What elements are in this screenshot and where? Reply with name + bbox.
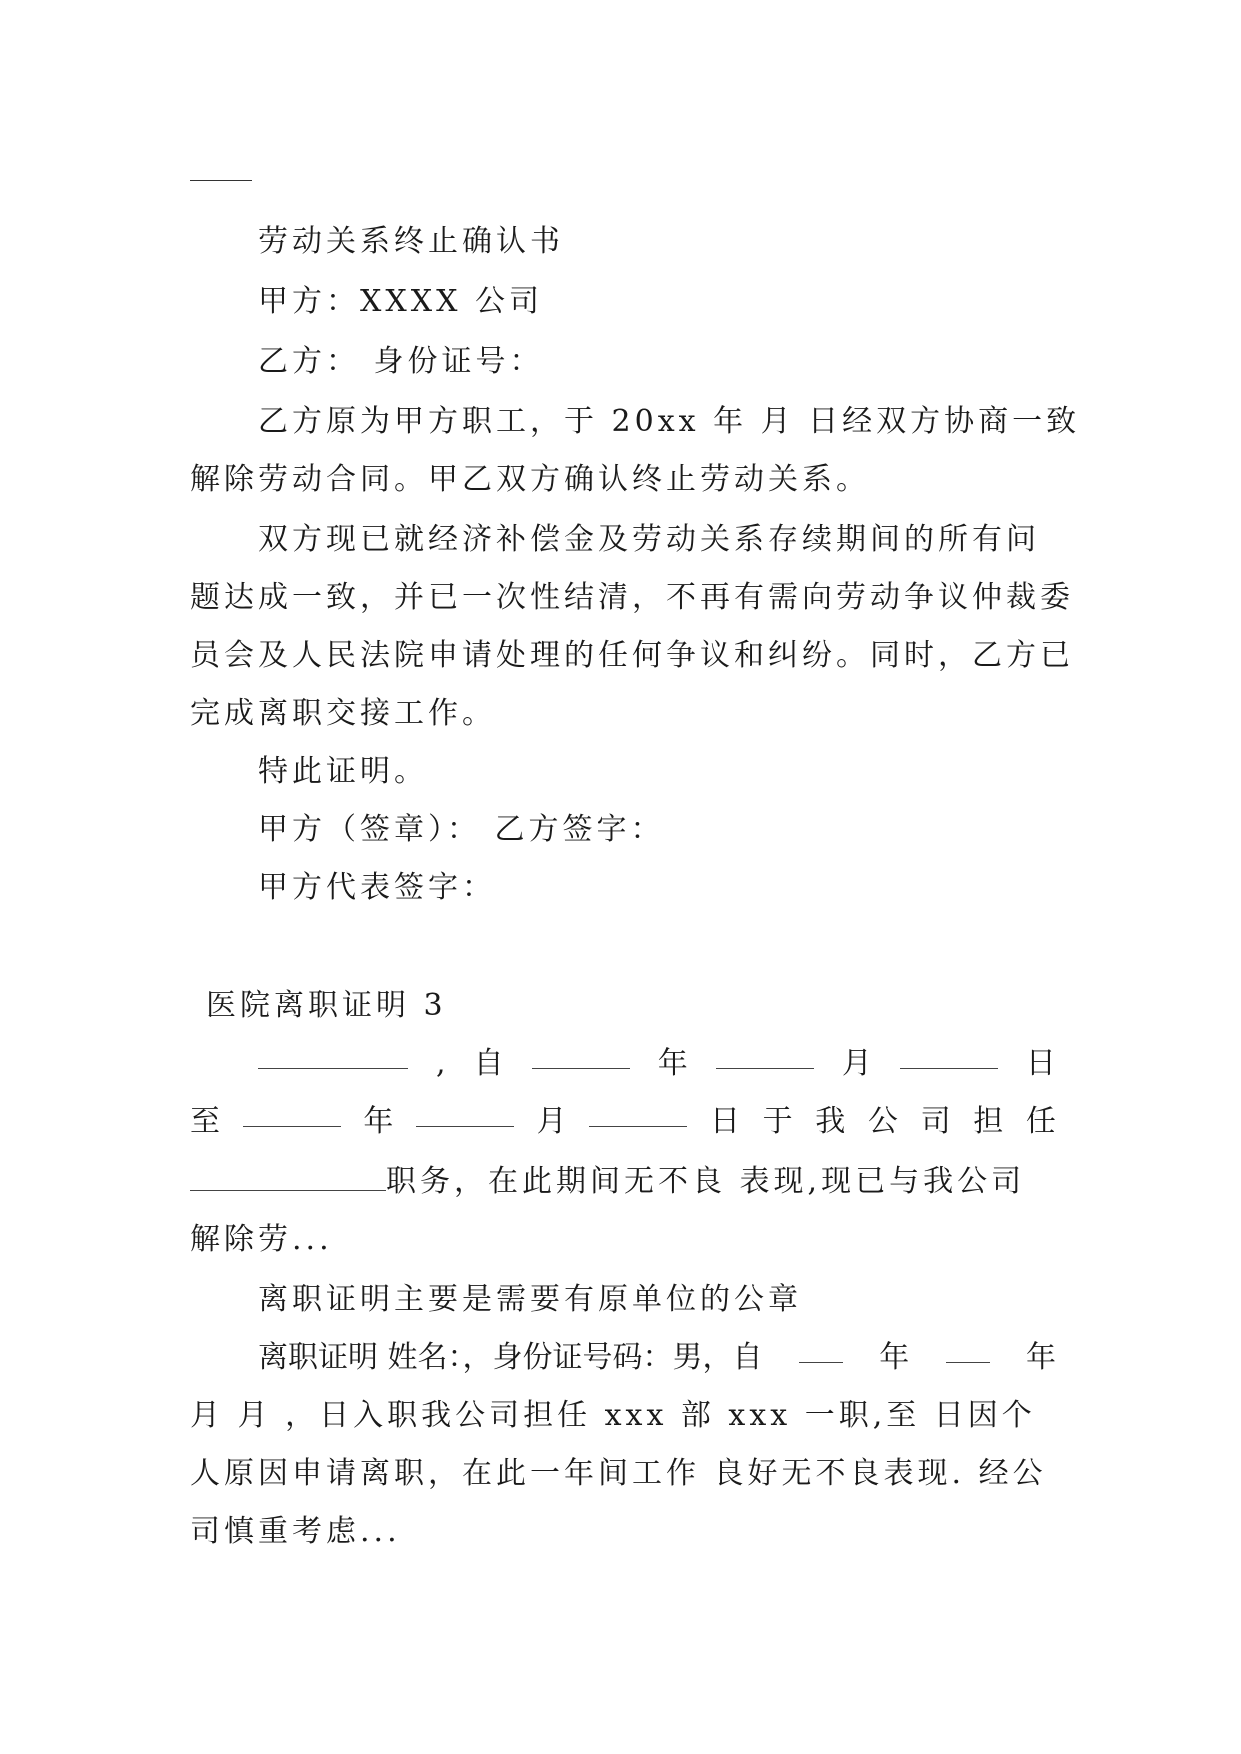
party-b: 乙方： 身份证号： bbox=[258, 344, 544, 379]
blank-year-end bbox=[243, 1102, 341, 1127]
row2-token: 于 bbox=[762, 1104, 793, 1139]
blank-cert-year2 bbox=[946, 1338, 990, 1363]
blank-cert-year bbox=[799, 1338, 843, 1363]
para2-line1: 双方现已就经济补偿金及劳动关系存续期间的所有问 bbox=[258, 522, 1040, 557]
form-row3 bbox=[190, 1162, 1056, 1202]
para2-line2: 题达成一致，并已一次性结清，不再有需向劳动争议仲裁委 bbox=[190, 580, 1074, 615]
row2-token: 任 bbox=[1025, 1104, 1056, 1139]
row3-text: 职务，在此期间无不良 表现,现已与我公司 bbox=[386, 1164, 1026, 1199]
form-row2 bbox=[190, 1102, 1056, 1142]
section1-title: 劳动关系终止确认书 bbox=[258, 224, 564, 259]
row2-token: 我 bbox=[815, 1104, 846, 1139]
blank-position bbox=[190, 1166, 386, 1191]
sign-line: 甲方（签章）： 乙方签字： bbox=[258, 812, 665, 847]
row1-token: , bbox=[436, 1046, 446, 1081]
cert-line1-token: 年 bbox=[1025, 1340, 1056, 1375]
cert-line1 bbox=[258, 1338, 1056, 1378]
row2-token: 司 bbox=[920, 1104, 951, 1139]
row2-token: 担 bbox=[973, 1104, 1004, 1139]
cert-line3: 人原因申请离职，在此一年间工作 良好无不良表现. 经公 bbox=[190, 1456, 1047, 1491]
blank-month-end bbox=[416, 1102, 514, 1127]
row1-token: 日 bbox=[1025, 1046, 1056, 1081]
row2-token: 月 bbox=[536, 1104, 567, 1139]
cert-line4: 司慎重考虑... bbox=[190, 1514, 401, 1549]
form-row1 bbox=[258, 1044, 1056, 1084]
row2-token: 日 bbox=[709, 1104, 740, 1139]
blank-day bbox=[900, 1044, 998, 1069]
cert-line1-token: 年 bbox=[879, 1340, 910, 1375]
cert-note: 离职证明主要是需要有原单位的公章 bbox=[258, 1282, 802, 1317]
section2-title: 医院离职证明 3 bbox=[206, 988, 447, 1023]
party-a: 甲方：XXXX 公司 bbox=[258, 284, 543, 319]
para2-line4: 完成离职交接工作。 bbox=[190, 696, 496, 731]
blank-day-end bbox=[589, 1102, 687, 1127]
blank-name bbox=[258, 1044, 408, 1069]
form-row4: 解除劳... bbox=[190, 1222, 333, 1257]
row1-token: 自 bbox=[473, 1046, 504, 1081]
row1-token: 月 bbox=[841, 1046, 872, 1081]
blank-month bbox=[716, 1044, 814, 1069]
row2-token: 公 bbox=[867, 1104, 898, 1139]
para1-line1: 乙方原为甲方职工，于 20xx 年 月 日经双方协商一致 bbox=[258, 404, 1081, 439]
blank-year bbox=[532, 1044, 630, 1069]
rep-sign-line: 甲方代表签字： bbox=[258, 870, 496, 905]
top-dash bbox=[190, 180, 252, 181]
cert-line2: 月 月 ，日入职我公司担任 xxx 部 xxx 一职,至 日因个 bbox=[190, 1398, 1036, 1433]
cert-line1-text: 离职证明 姓名：，身份证号码：男，自 bbox=[258, 1340, 763, 1375]
para1-line2: 解除劳动合同。甲乙双方确认终止劳动关系。 bbox=[190, 462, 870, 497]
row1-token: 年 bbox=[657, 1046, 688, 1081]
para2-line3: 员会及人民法院申请处理的任何争议和纠纷。同时，乙方已 bbox=[190, 638, 1074, 673]
row2-token: 至 bbox=[190, 1104, 220, 1139]
row2-token: 年 bbox=[363, 1104, 394, 1139]
proof-text: 特此证明。 bbox=[258, 754, 428, 789]
